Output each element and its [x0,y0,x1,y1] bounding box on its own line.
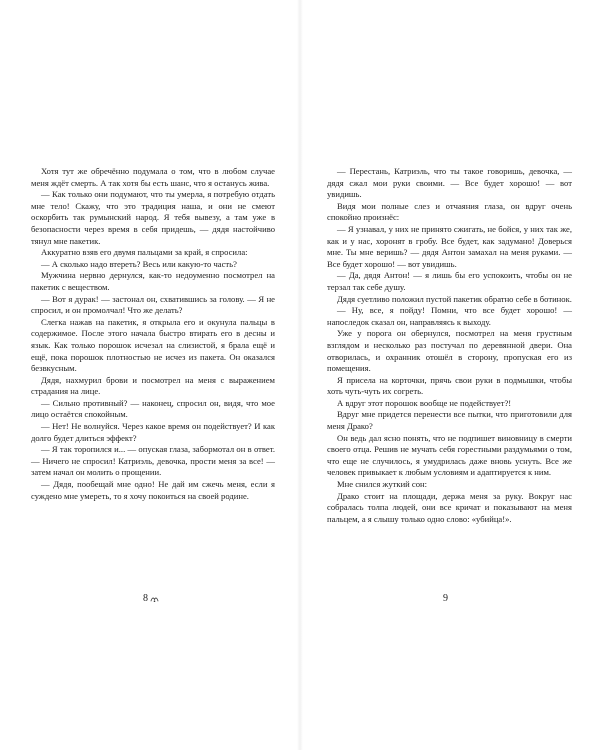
page-number-text: 9 [443,593,448,604]
paragraph: Дядя, нахмурил брови и посмотрел на меня с выражением страдания на лице. [31,374,275,397]
paragraph: — Я так торопился и... — опуская глаза, забормотал он в ответ. — Ничего не спросил! Катриэль, девочка, прости меня за все! — затем начал он молить о прощении. [31,444,275,478]
page-number-text: 8 [143,593,148,604]
right-page-number [443,593,448,604]
paragraph: Аккуратно взяв его двумя пальцами за край, я спросила: [41,247,248,258]
paragraph: — Как только они подумают, что ты умерла, я потребую отдать мне тело! Скажу, что это традиция наша, и они не смеют оскорбить так румынский народ. Я тебя вывезу, а там уже в безопасности через время в себя придешь, — дядя настойчиво тянул мне пакетик. [31,189,275,246]
left-page-number [143,593,159,604]
paragraph: А вдруг этот порошок вообще не подействует?! [337,397,512,408]
paragraph: Вдруг мне придется перенести все пытки, что приготовили для меня Драко? [327,409,572,432]
paragraph: Мужчина нервно дернулся, как-то недоуменно посмотрел на пакетик с веществом. [31,270,275,292]
paragraph: Я присела на корточки, прячь свои руки в подмышки, чтобы хоть чуть-чуть их согреть. [327,374,572,397]
gutter [297,0,303,750]
paragraph: — Нет! Не волнуйся. Через какое время он подействует? И как долго будет длиться эффект? [31,421,275,443]
right-page-text [327,166,572,525]
paragraph: — Сильно противный? — наконец, спросил он, видя, что мое лицо остаётся спокойным. [31,397,275,420]
paragraph: — Я узнавал, у них не принято сжигать, не бойся, у них так же, как и у нас, хоронят в гробу. Все будет, как задумано! Доверься мне. Ты мне веришь? — дядя Антон замахал на меня руками. — Все будет хорошо! — вот увидишь. [327,223,572,269]
paragraph: Драко стоит на площади, держа меня за руку. Вокруг нас собралась толпа людей, они все кричат и показывают на меня пальцем, а я слышу только одно слово: «убийца!». [327,490,572,524]
paragraph: Дядя суетливо положил пустой пакетик обратно себе в ботинок. [337,293,572,304]
paragraph: Мне снился жуткий сон: [337,479,428,490]
paragraph: — Дядя, пообещай мне одно! Не дай им сжечь меня, если я суждено мне умереть, то я хочу покоиться на своей родине. [31,479,275,501]
paragraph: Слегка нажав на пакетик, я открыла его и окунула пальцы в содержимое. После этого начала быстро втирать его в десны и язык. Как только порошок исчезал на слизистой, я брала ещё и ещё, пока порошок плотностью не исчез из пакета. Он оказался безвкусным. [31,316,275,374]
paragraph: Видя мои полные слез и отчаяния глаза, он вдруг очень спокойно произнёс: [327,200,572,223]
paragraph: — Да, дядя Антон! — я лишь бы его успокоить, чтобы он не терзал так себе душу. [327,270,572,292]
paragraph: — Ну, все, я пойду! Помни, что все будет хорошо! — напоследок сказал он, направляясь к выходу. [327,305,572,327]
paragraph: — Перестань, Катриэль, что ты такое говоришь, девочка, — дядя сжал мои руки своими. — Все будет хорошо! — вот увидишь. [327,166,572,200]
paragraph: Хотя тут же обречённо подумала о том, что в любом случае меня ждёт смерть. А так хотя бы есть шанс, что я останусь жива. [31,166,275,188]
page-ornament-icon [150,594,159,603]
paragraph: — А сколько надо втереть? Весь или какую-то часть? [41,258,237,269]
left-page-text [31,166,275,502]
paragraph: Он ведь дал ясно понять, что не подпишет виновницу в смерти своего отца. Решив не мучать себя горестными раздумьями о том, что еще не случилось, я умудрилась даже вновь уснуть. Все же человек привыкает к любым условиям и адаптируется к ним. [327,432,572,478]
paragraph: Уже у порога он обернулся, посмотрел на меня грустным взглядом и несколько раз постучал по деревянной двери. Она отворилась, и охранник отошёл в сторону, пропуская его из помещения. [327,328,572,374]
paragraph: — Вот я дурак! — застонал он, схватившись за голову. — Я не спросил, и он промолчал! Что же делать? [31,293,275,316]
